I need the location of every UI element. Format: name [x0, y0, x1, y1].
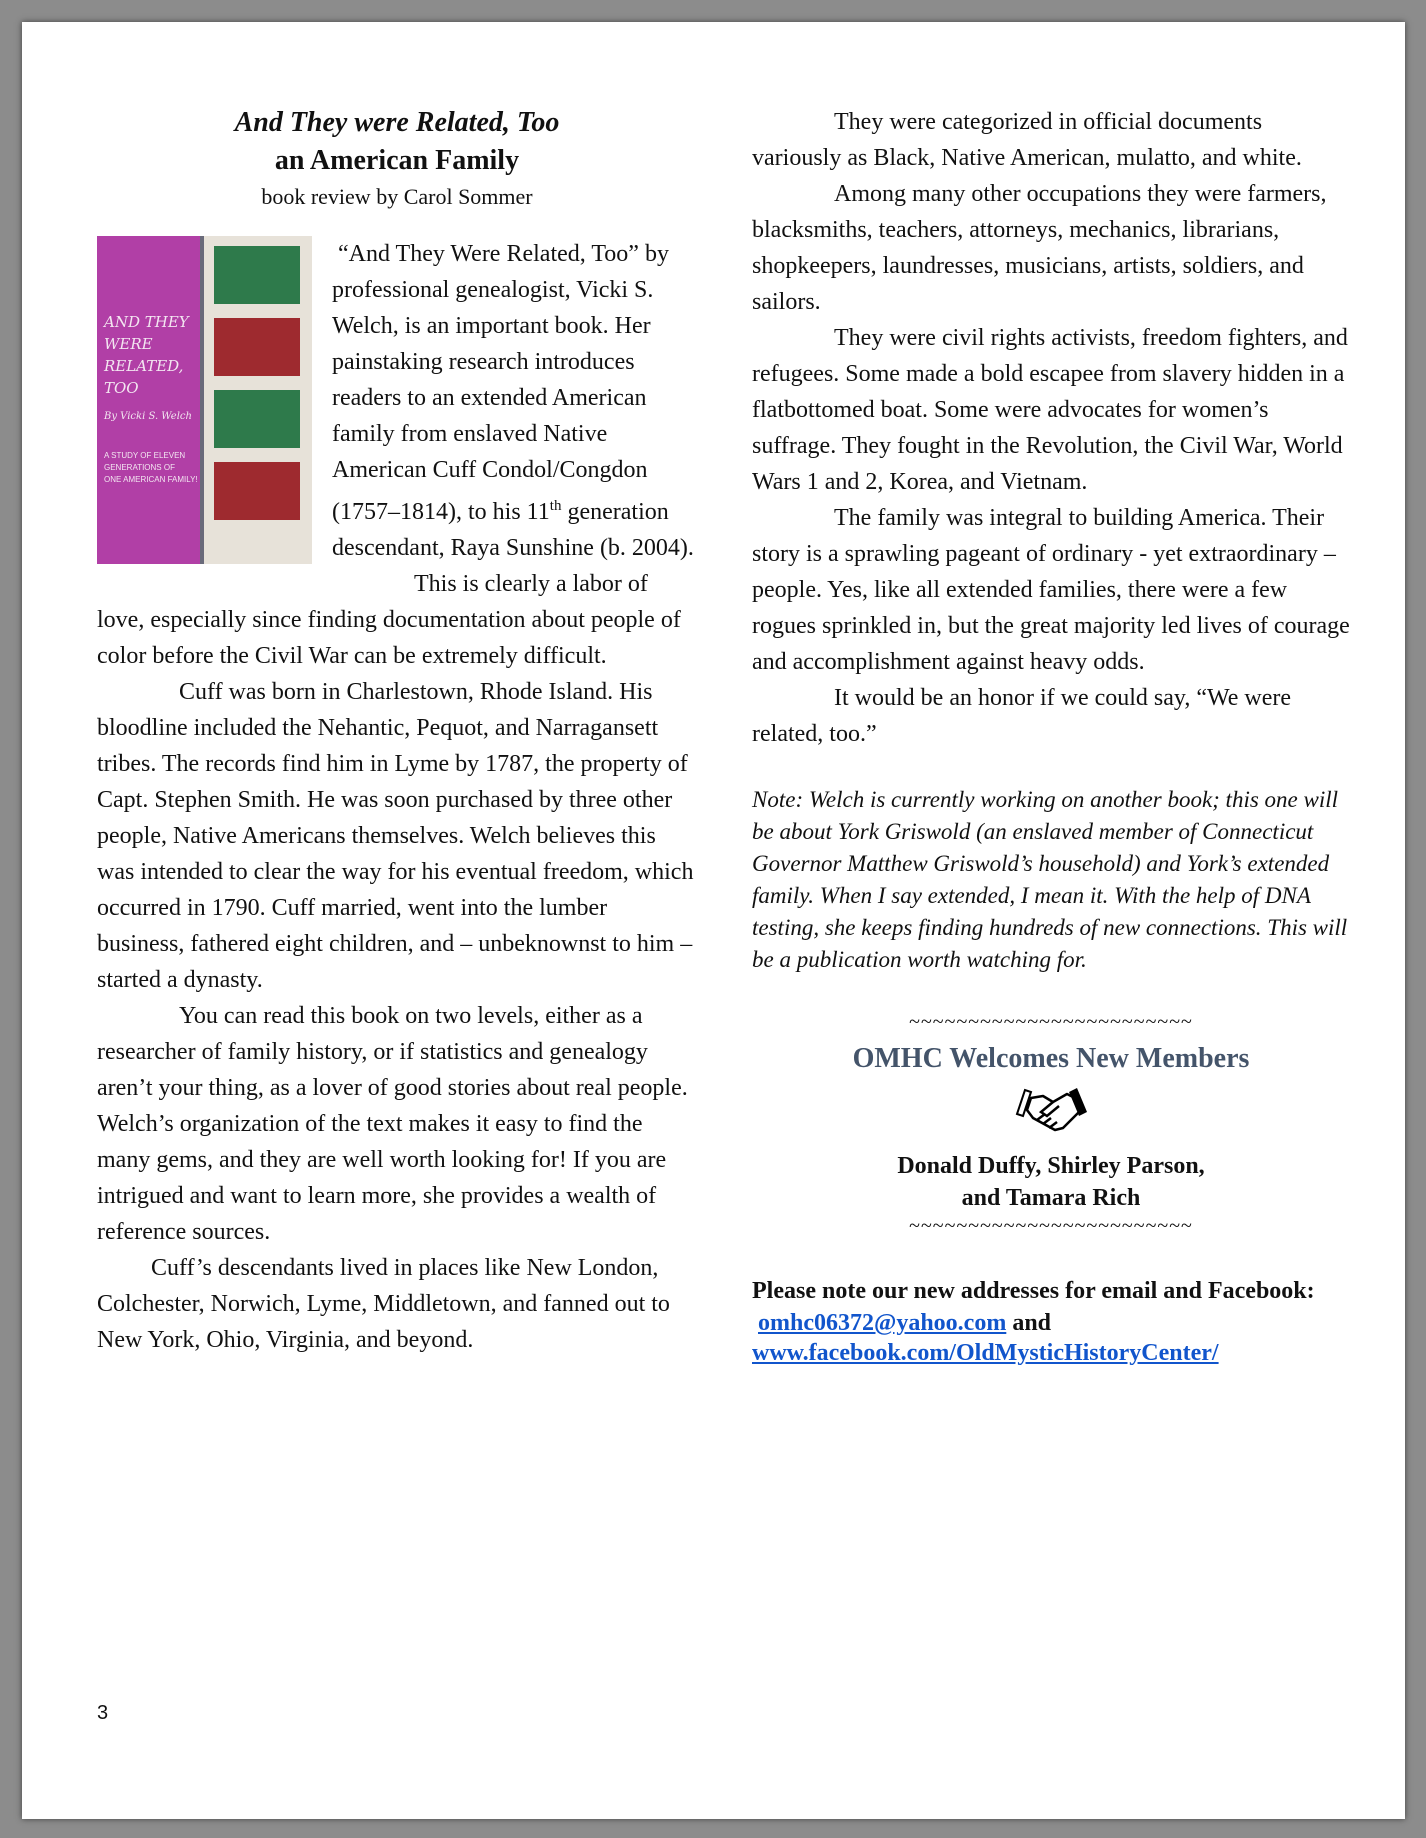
email-link[interactable]: omhc06372@yahoo.com	[758, 1310, 1007, 1336]
address-notice	[752, 1276, 1350, 1368]
paragraph: Cuff was born in Charlestown, Rhode Island. His bloodline included the Nehantic, Pequot, and Narragansett tribes. The records find him in Lyme by 1787, the property of Capt. Stephen Smith. He was soon purchased by three other people, Native Americans themselves. Welch believes this was intended to clear the way for his eventual freedom, which occurred in 1790. Cuff married, went into the lumber business, fathered eight children, and – unbeknownst to him – started a dynasty.	[97, 679, 694, 993]
article-subtitle: an American Family	[274, 145, 520, 176]
review-body-continued	[752, 104, 1350, 752]
cover-bead-band	[214, 318, 300, 376]
divider: ~~~~~~~~~~~~~~~~~~~~~~~~	[909, 1011, 1193, 1033]
article-byline: book review by Carol Sommer	[261, 184, 533, 209]
cover-author: By Vicki S. Welch	[104, 411, 192, 422]
cover-small-line: GENERATIONS OF	[104, 463, 175, 472]
paragraph: They were categorized in official documents variously as Black, Native American, mulatto, and white.	[752, 109, 1302, 171]
cover-beadwork-strip	[200, 236, 312, 564]
page-number: 3	[97, 1702, 109, 1724]
divider: ~~~~~~~~~~~~~~~~~~~~~~~~	[909, 1215, 1193, 1237]
right-column	[752, 104, 1350, 1368]
book-cover-image	[97, 236, 312, 564]
paragraph: It would be an honor if we could say, “We were related, too.”	[752, 685, 1292, 747]
cover-bead-band	[214, 390, 300, 448]
paragraph-text: generation descendant, Raya Sunshine (b. 2004).	[332, 499, 694, 561]
page	[22, 22, 1405, 1819]
contact-line	[752, 1338, 1350, 1368]
cover-small-line: A STUDY OF ELEVEN	[104, 451, 186, 460]
members-line: and Tamara Rich	[961, 1185, 1141, 1211]
paragraph: They were civil rights activists, freedom fighters, and refugees. Some made a bold escapee from slavery hidden in a flatbottomed boat. Some were advocates for women’s suffrage. They fought in the Revolution, the Civil War, World Wars 1 and 2, Korea, and Vietnam.	[752, 325, 1348, 495]
article-title: And They were Related, Too	[234, 107, 560, 138]
notice-text: Please note our new addresses for email and Facebook:	[752, 1278, 1315, 1304]
new-members	[752, 1150, 1350, 1214]
cover-bead-band	[214, 246, 300, 304]
paragraph-text: “And They Were Related, Too” by professional genealogist, Vicki S. Welch, is an important book. Her painstaking research introduces readers to an extended American family from enslaved Native American Cuff Condol/Congdon (1757–1814), to his 11	[332, 241, 669, 525]
paragraph: Among many other occupations they were farmers, blacksmiths, teachers, attorneys, mechanics, librarians, shopkeepers, laundresses, musicians, artists, soldiers, and sailors.	[752, 181, 1327, 315]
editor-note: Note: Welch is currently working on another book; this one will be about York Griswold (an enslaved member of Connecticut Governor Matthew Griswold’s household) and York’s extended family. When I say extended, I mean it. With the help of DNA testing, she keeps finding hundreds of new connections. This will be a publication worth watching for.	[752, 787, 1348, 972]
review-body	[97, 236, 697, 1358]
handshake-icon	[1013, 1084, 1089, 1140]
paragraph: Cuff’s descendants lived in places like New London, Colchester, Norwich, Lyme, Middletown, and fanned out to New York, Ohio, Virginia, and beyond.	[97, 1255, 670, 1353]
left-column	[97, 104, 697, 1358]
paragraph: This is clearly a labor of love, especially since finding documentation about people of color before the Civil War can be extremely difficult.	[97, 571, 681, 669]
superscript: th	[549, 498, 562, 514]
members-line: Donald Duffy, Shirley Parson,	[897, 1153, 1205, 1179]
cover-title-line: RELATED,	[104, 357, 184, 375]
facebook-link[interactable]: www.facebook.com/OldMysticHistoryCenter/	[752, 1340, 1219, 1366]
contact-line	[752, 1308, 1350, 1338]
cover-small-line: ONE AMERICAN FAMILY!	[104, 475, 198, 484]
and-text: and	[1012, 1310, 1052, 1336]
cover-title-line: TOO	[104, 379, 139, 397]
paragraph: You can read this book on two levels, either as a researcher of family history, or if statistics and genealogy aren’t your thing, as a lover of good stories about real people. Welch’s organization of the text makes it easy to find the many gems, and they are well worth looking for! If you are intrigued and want to learn more, she provides a wealth of reference sources.	[97, 1003, 688, 1245]
cover-title-line: WERE	[104, 335, 153, 353]
paragraph: The family was integral to building America. Their story is a sprawling pageant of ordinary - yet extraordinary – people. Yes, like all extended families, there were a few rogues sprinkled in, but the great majority led lives of courage and accomplishment against heavy odds.	[752, 505, 1350, 675]
cover-bead-band	[214, 462, 300, 520]
cover-title-line: AND THEY	[104, 313, 189, 331]
welcome-heading: OMHC Welcomes New Members	[852, 1043, 1250, 1074]
